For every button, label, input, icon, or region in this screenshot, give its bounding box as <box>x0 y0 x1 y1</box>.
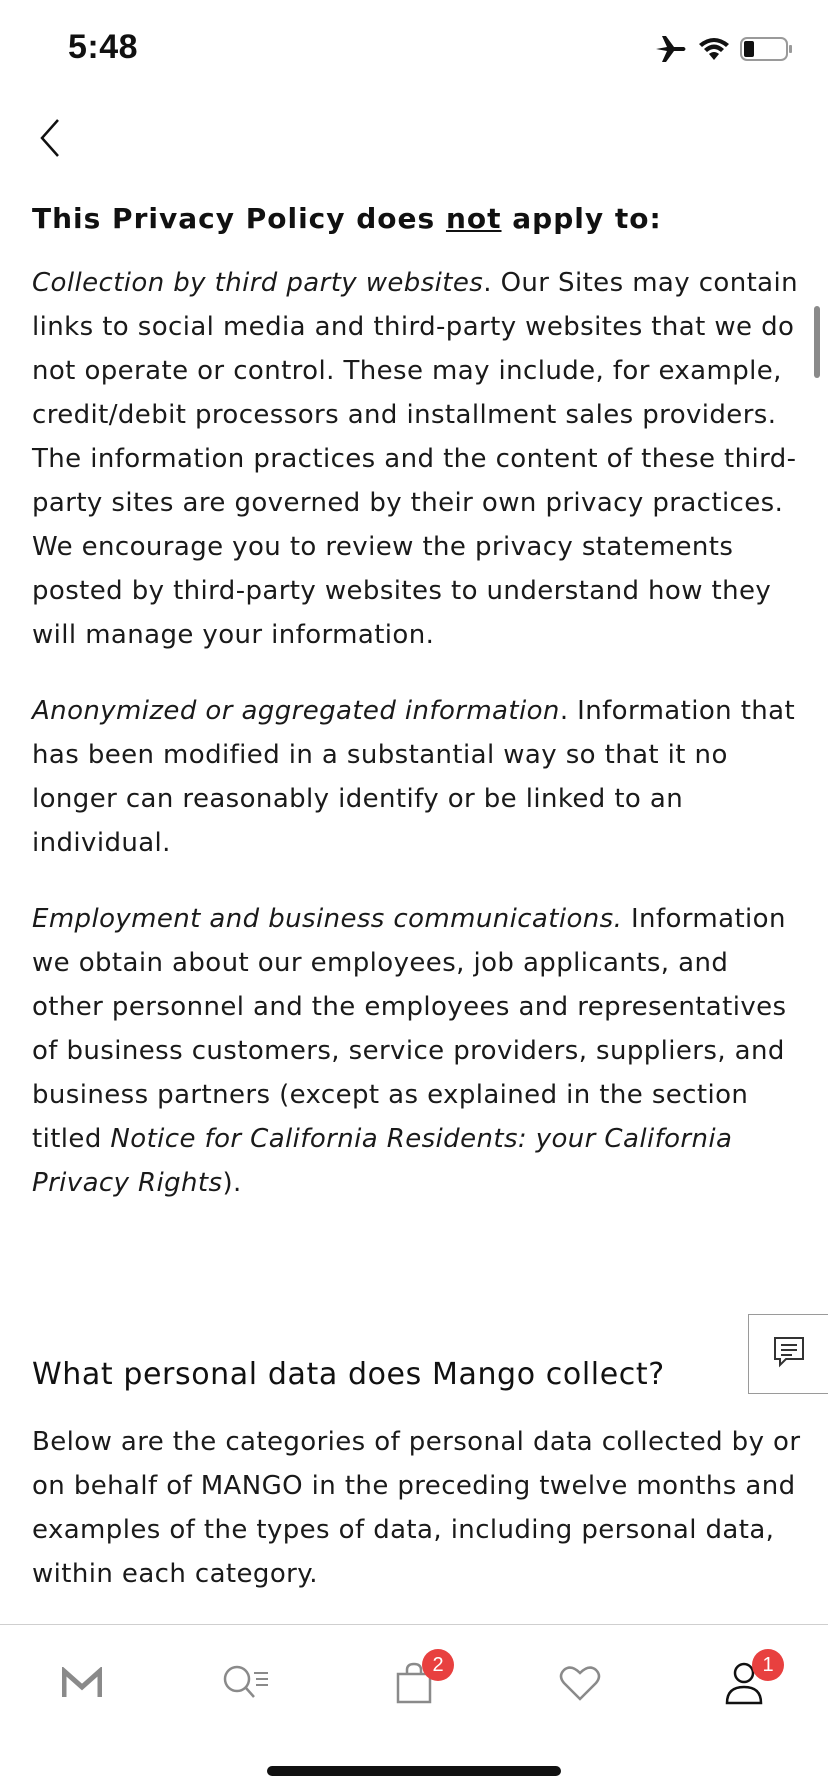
heading-text: This Privacy Policy does <box>32 202 446 235</box>
paragraph-text: . Information that has been modified in a substantial way so that it no longer can reasonably identify or be linked to an individual. <box>32 696 796 858</box>
heading-text-end: apply to: <box>501 202 662 235</box>
status-icons <box>654 34 794 68</box>
chat-button[interactable] <box>748 1314 828 1394</box>
heart-icon <box>559 1664 601 1706</box>
status-time: 5:48 <box>68 28 139 66</box>
account-badge: 1 <box>752 1649 784 1681</box>
back-button[interactable] <box>30 112 70 168</box>
tab-bag[interactable] <box>384 1655 444 1715</box>
chevron-left-icon <box>38 118 62 162</box>
paragraph-text: Information we obtain about our employees, job applicants, and other personnel and the employees and representatives of business customers, service providers, suppliers, and business partners (except as explained in the section titled <box>32 904 787 1154</box>
policy-content <box>32 196 802 1628</box>
tab-home[interactable] <box>52 1655 112 1715</box>
heading-underlined-text: not <box>445 202 502 235</box>
section-heading <box>32 202 802 235</box>
chat-icon <box>772 1335 806 1373</box>
scrollbar-thumb[interactable] <box>814 306 820 378</box>
search-icon <box>222 1663 270 1707</box>
paragraph-italic: Collection by third party websites <box>32 268 484 298</box>
paragraph-third-party <box>32 261 802 657</box>
section-title: What personal data does Mango collect? <box>32 1357 665 1392</box>
paragraph-employment <box>32 897 802 1205</box>
mango-logo-icon <box>62 1667 102 1703</box>
paragraph-text: . Our Sites may contain links to social media and third-party websites that we do not operate or control. These may include, for example, credit/debit processors and installment sales providers. The information practices and the content of these third-party sites are governed by their own privacy practices. We encourage you to review the privacy statements posted by third-party websites to understand how they will manage your information. <box>32 268 799 650</box>
tab-search[interactable] <box>216 1655 276 1715</box>
status-bar <box>0 0 828 100</box>
paragraph-text-end: ). <box>222 1168 242 1198</box>
airplane-mode-icon <box>654 34 688 68</box>
battery-icon <box>740 36 794 66</box>
tab-account[interactable] <box>714 1655 774 1715</box>
tab-favorites[interactable] <box>550 1655 610 1715</box>
paragraph-categories: Below are the categories of personal data collected by or on behalf of MANGO in the preceding twelve months and examples of the types of data, including personal data, within each category. <box>32 1427 801 1589</box>
bag-badge: 2 <box>422 1649 454 1681</box>
california-rights-reference: Notice for California Residents: your California Privacy Rights <box>32 1124 733 1198</box>
paragraph-anonymized <box>32 689 802 865</box>
paragraph-italic: Anonymized or aggregated information <box>32 696 560 726</box>
wifi-icon <box>698 36 730 66</box>
home-indicator <box>267 1766 561 1776</box>
paragraph-italic: Employment and business communications. <box>32 904 623 934</box>
